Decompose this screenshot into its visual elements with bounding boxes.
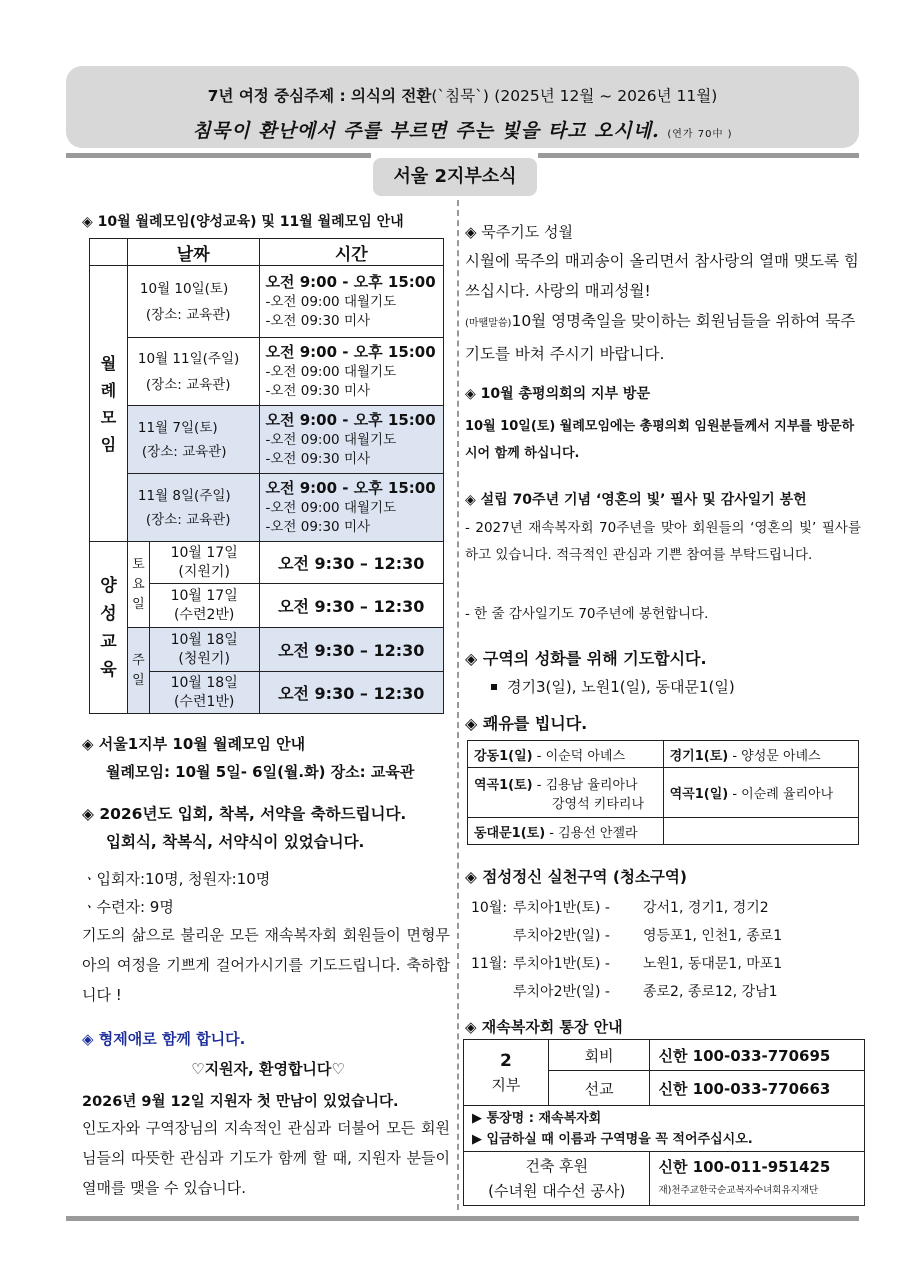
rosary-heading: ◈ 묵주기도 성월 [465, 223, 574, 241]
recovery-cell-empty [663, 818, 858, 845]
building-account: 신한 100-011-951425 재)천주교한국순교복자수녀회유지재단 [650, 1152, 865, 1206]
monthly-date: 11월 8일(주일) (장소: 교육관) [127, 474, 259, 542]
verse-line [66, 116, 859, 143]
monthly-row [90, 406, 444, 474]
monthly-date: 10월 11일(주일) (장소: 교육관) [127, 338, 259, 406]
branch-cell: 2 지부 [464, 1040, 549, 1106]
theme-period: (2025년 12월 ~ 2026년 11월) [494, 87, 718, 105]
first-meeting-line: 2026년 9월 12일 지원자 첫 만남이 있었습니다. [82, 1094, 399, 1110]
fellowship-heading: ◈ 형제애로 함께 합니다. [82, 1030, 246, 1048]
section-title: 서울 2지부소식 [373, 158, 537, 196]
monthly-row [90, 338, 444, 406]
schedule-header-row [90, 239, 444, 266]
monthly-row [90, 474, 444, 542]
anniversary-body2: - 한 줄 감사일기도 70주년에 봉헌합니다. [465, 606, 709, 622]
fee-account: 신한 100-033-770695 [650, 1040, 865, 1071]
fee-label: 회비 [548, 1040, 650, 1071]
monthly-time: 오전 9:00 - 오후 15:00 -오전 09:00 대월기도 -오전 09:30 미사 [259, 406, 444, 474]
rule-bottom [66, 1216, 859, 1221]
stat-entrants: ㆍ입회자:10명, 청원자:10명 [82, 870, 271, 888]
recovery-row [468, 768, 859, 818]
theme-banner [66, 66, 859, 148]
schedule-table [89, 238, 444, 714]
verse-text: 침묵이 환난에서 주를 부르면 주는 빛을 타고 오시네. [192, 120, 660, 142]
recovery-cell: 역곡1(토) - 김용남 율리아나 강영석 키타리나 [468, 768, 664, 818]
seoul1-line: 월례모임: 10월 5일- 6일(월.화) 장소: 교육관 [106, 763, 415, 781]
edu-time: 오전 9:30 – 12:30 [259, 628, 444, 672]
account-table [463, 1039, 865, 1206]
cleaning-list [471, 894, 861, 1006]
congrats-body: 기도의 삶으로 불리운 모든 재속복자회 회원들이 면형무아의 여정을 기쁘게 걸어가시기를 기도드립니다. 축하합니다 ! [82, 926, 450, 1004]
mission-label: 선교 [548, 1071, 650, 1106]
recovery-cell: 역곡1(일) - 이순례 율리아나 [663, 768, 858, 818]
edu-row [90, 628, 444, 672]
edu-date: 10월 17일 (지원기) [149, 542, 259, 584]
congrats-heading: ◈ 2026년도 입회, 착복, 서약을 축하드립니다. [82, 805, 407, 823]
theme-bold: 7년 여정 중심주제 : 의식의 전환 [207, 87, 432, 105]
monthly-date: 11월 7일(토) (장소: 교육관) [127, 406, 259, 474]
rosary-body: 시월에 묵주의 매괴송이 올리면서 참사랑의 열매 맺도록 힘쓰십시다. 사랑의 매괴성월! [465, 252, 859, 300]
theme-line [66, 84, 859, 106]
account-notes [464, 1106, 865, 1152]
deposit-note: ▶ 입금하실 때 이름과 구역명을 꼭 적어주십시오. [472, 1131, 753, 1147]
district-list-item: 경기3(일), 노원1(일), 동대문1(일) [465, 676, 735, 697]
mission-account: 신한 100-033-770663 [650, 1071, 865, 1106]
stat-novices: ㆍ수련자: 9명 [82, 898, 174, 916]
fellowship-body: 인도자와 구역장님의 지속적인 관심과 더불어 모든 회원님들의 따뜻한 관심과 기도가 함께 할 때, 지원자 분들이 열매를 맺을 수 있습니다. [82, 1119, 450, 1197]
recovery-cell: 경기1(토) - 양성문 아녜스 [663, 741, 858, 768]
edu-label: 양 성 교 육 [90, 542, 128, 714]
cleaning-row: 루치아2반(일) - 영등포1, 인천1, 종로1 [513, 928, 783, 944]
edu-time: 오전 9:30 – 12:30 [259, 584, 444, 628]
recovery-cell: 강동1(일) - 이순덕 아녜스 [468, 741, 664, 768]
sunday-label: 주 일 [127, 628, 149, 714]
edu-date: 10월 17일 (수련2반) [149, 584, 259, 628]
recovery-row [468, 741, 859, 768]
recovery-cell: 동대문1(토) - 김용선 안젤라 [468, 818, 664, 845]
column-divider [457, 200, 459, 1210]
anniversary-heading: ◈ 설립 70주년 기념 ‘영혼의 빛’ 필사 및 감사일기 봉헌 [465, 492, 807, 508]
monthly-time: 오전 9:00 - 오후 15:00 -오전 09:00 대월기도 -오전 09:30 미사 [259, 266, 444, 338]
date-header: 날짜 [127, 239, 259, 266]
cleaning-row: 10월: 루치아1반(토) - 강서1, 경기1, 경기2 [471, 900, 769, 916]
council-body: 10월 10일(토) 월례모임에는 총평의회 임원분들께서 지부를 방문하시어 함께 하십니다. [465, 419, 855, 461]
monthly-time: 오전 9:00 - 오후 15:00 -오전 09:00 대월기도 -오전 09:30 미사 [259, 338, 444, 406]
anniversary-body: - 2027년 재속복자회 70주년을 맞아 회원들의 ‘영혼의 빛’ 필사를 하고 있습니다. 적극적인 관심과 기쁜 참여를 부탁드립니다. [465, 520, 861, 563]
account-notes-row [464, 1106, 865, 1152]
edu-date: 10월 18일 (청원기) [149, 628, 259, 672]
rosary-tag: (마땔말씀) [465, 318, 512, 329]
cleaning-row: 11월: 루치아1반(토) - 노원1, 동대문1, 마포1 [471, 956, 783, 972]
account-name-note: ▶ 통장명 : 재속복자회 [472, 1110, 602, 1126]
recovery-heading: ◈ 쾌유를 빕니다. [465, 714, 588, 733]
account-row [464, 1040, 865, 1071]
building-label: 건축 후원 (수녀원 대수선 공사) [464, 1152, 650, 1206]
theme-paren: (`침묵`) [431, 87, 489, 105]
rule-right [538, 153, 859, 158]
recovery-table [467, 740, 859, 845]
saturday-label: 토 요 일 [127, 542, 149, 628]
account-row [464, 1152, 865, 1206]
rosary-body2: 10월 영명축일을 맞이하는 회원님들을 위하여 묵주기도를 바쳐 주시기 바랍니다. [465, 312, 856, 363]
rosary-body2-block [465, 306, 861, 369]
monthly-date: 10월 10일(토) (장소: 교육관) [127, 266, 259, 338]
edu-date: 10월 18일 (수련1반) [149, 672, 259, 714]
edu-time: 오전 9:30 – 12:30 [259, 672, 444, 714]
congrats-sub: 입회식, 착복식, 서약식이 있었습니다. [106, 833, 365, 851]
cleaning-row: 루치아2반(일) - 종로2, 종로12, 강남1 [513, 984, 778, 1000]
bullet-icon [491, 684, 497, 690]
account-heading: ◈ 재속복자회 통장 안내 [465, 1018, 623, 1036]
rule-left [66, 153, 371, 158]
meeting-heading: ◈ 10월 월례모임(양성교육) 및 11월 월례모임 안내 [82, 214, 404, 230]
welcome-line: ♡지원자, 환영합니다♡ [191, 1060, 345, 1078]
seoul1-heading: ◈ 서울1지부 10월 월례모임 안내 [82, 735, 306, 753]
monthly-time: 오전 9:00 - 오후 15:00 -오전 09:00 대월기도 -오전 09:30 미사 [259, 474, 444, 542]
council-heading: ◈ 10월 총평의회의 지부 방문 [465, 386, 650, 402]
district-heading: ◈ 구역의 성화를 위해 기도합시다. [465, 649, 707, 668]
time-header: 시간 [259, 239, 444, 266]
monthly-label: 월 례 모 임 [90, 266, 128, 542]
monthly-row [90, 266, 444, 338]
cleaning-heading: ◈ 점성정신 실천구역 (청소구역) [465, 868, 687, 886]
verse-source: (연가 70中 ) [667, 129, 733, 140]
edu-time: 오전 9:30 – 12:30 [259, 542, 444, 584]
recovery-row [468, 818, 859, 845]
edu-row [90, 542, 444, 584]
